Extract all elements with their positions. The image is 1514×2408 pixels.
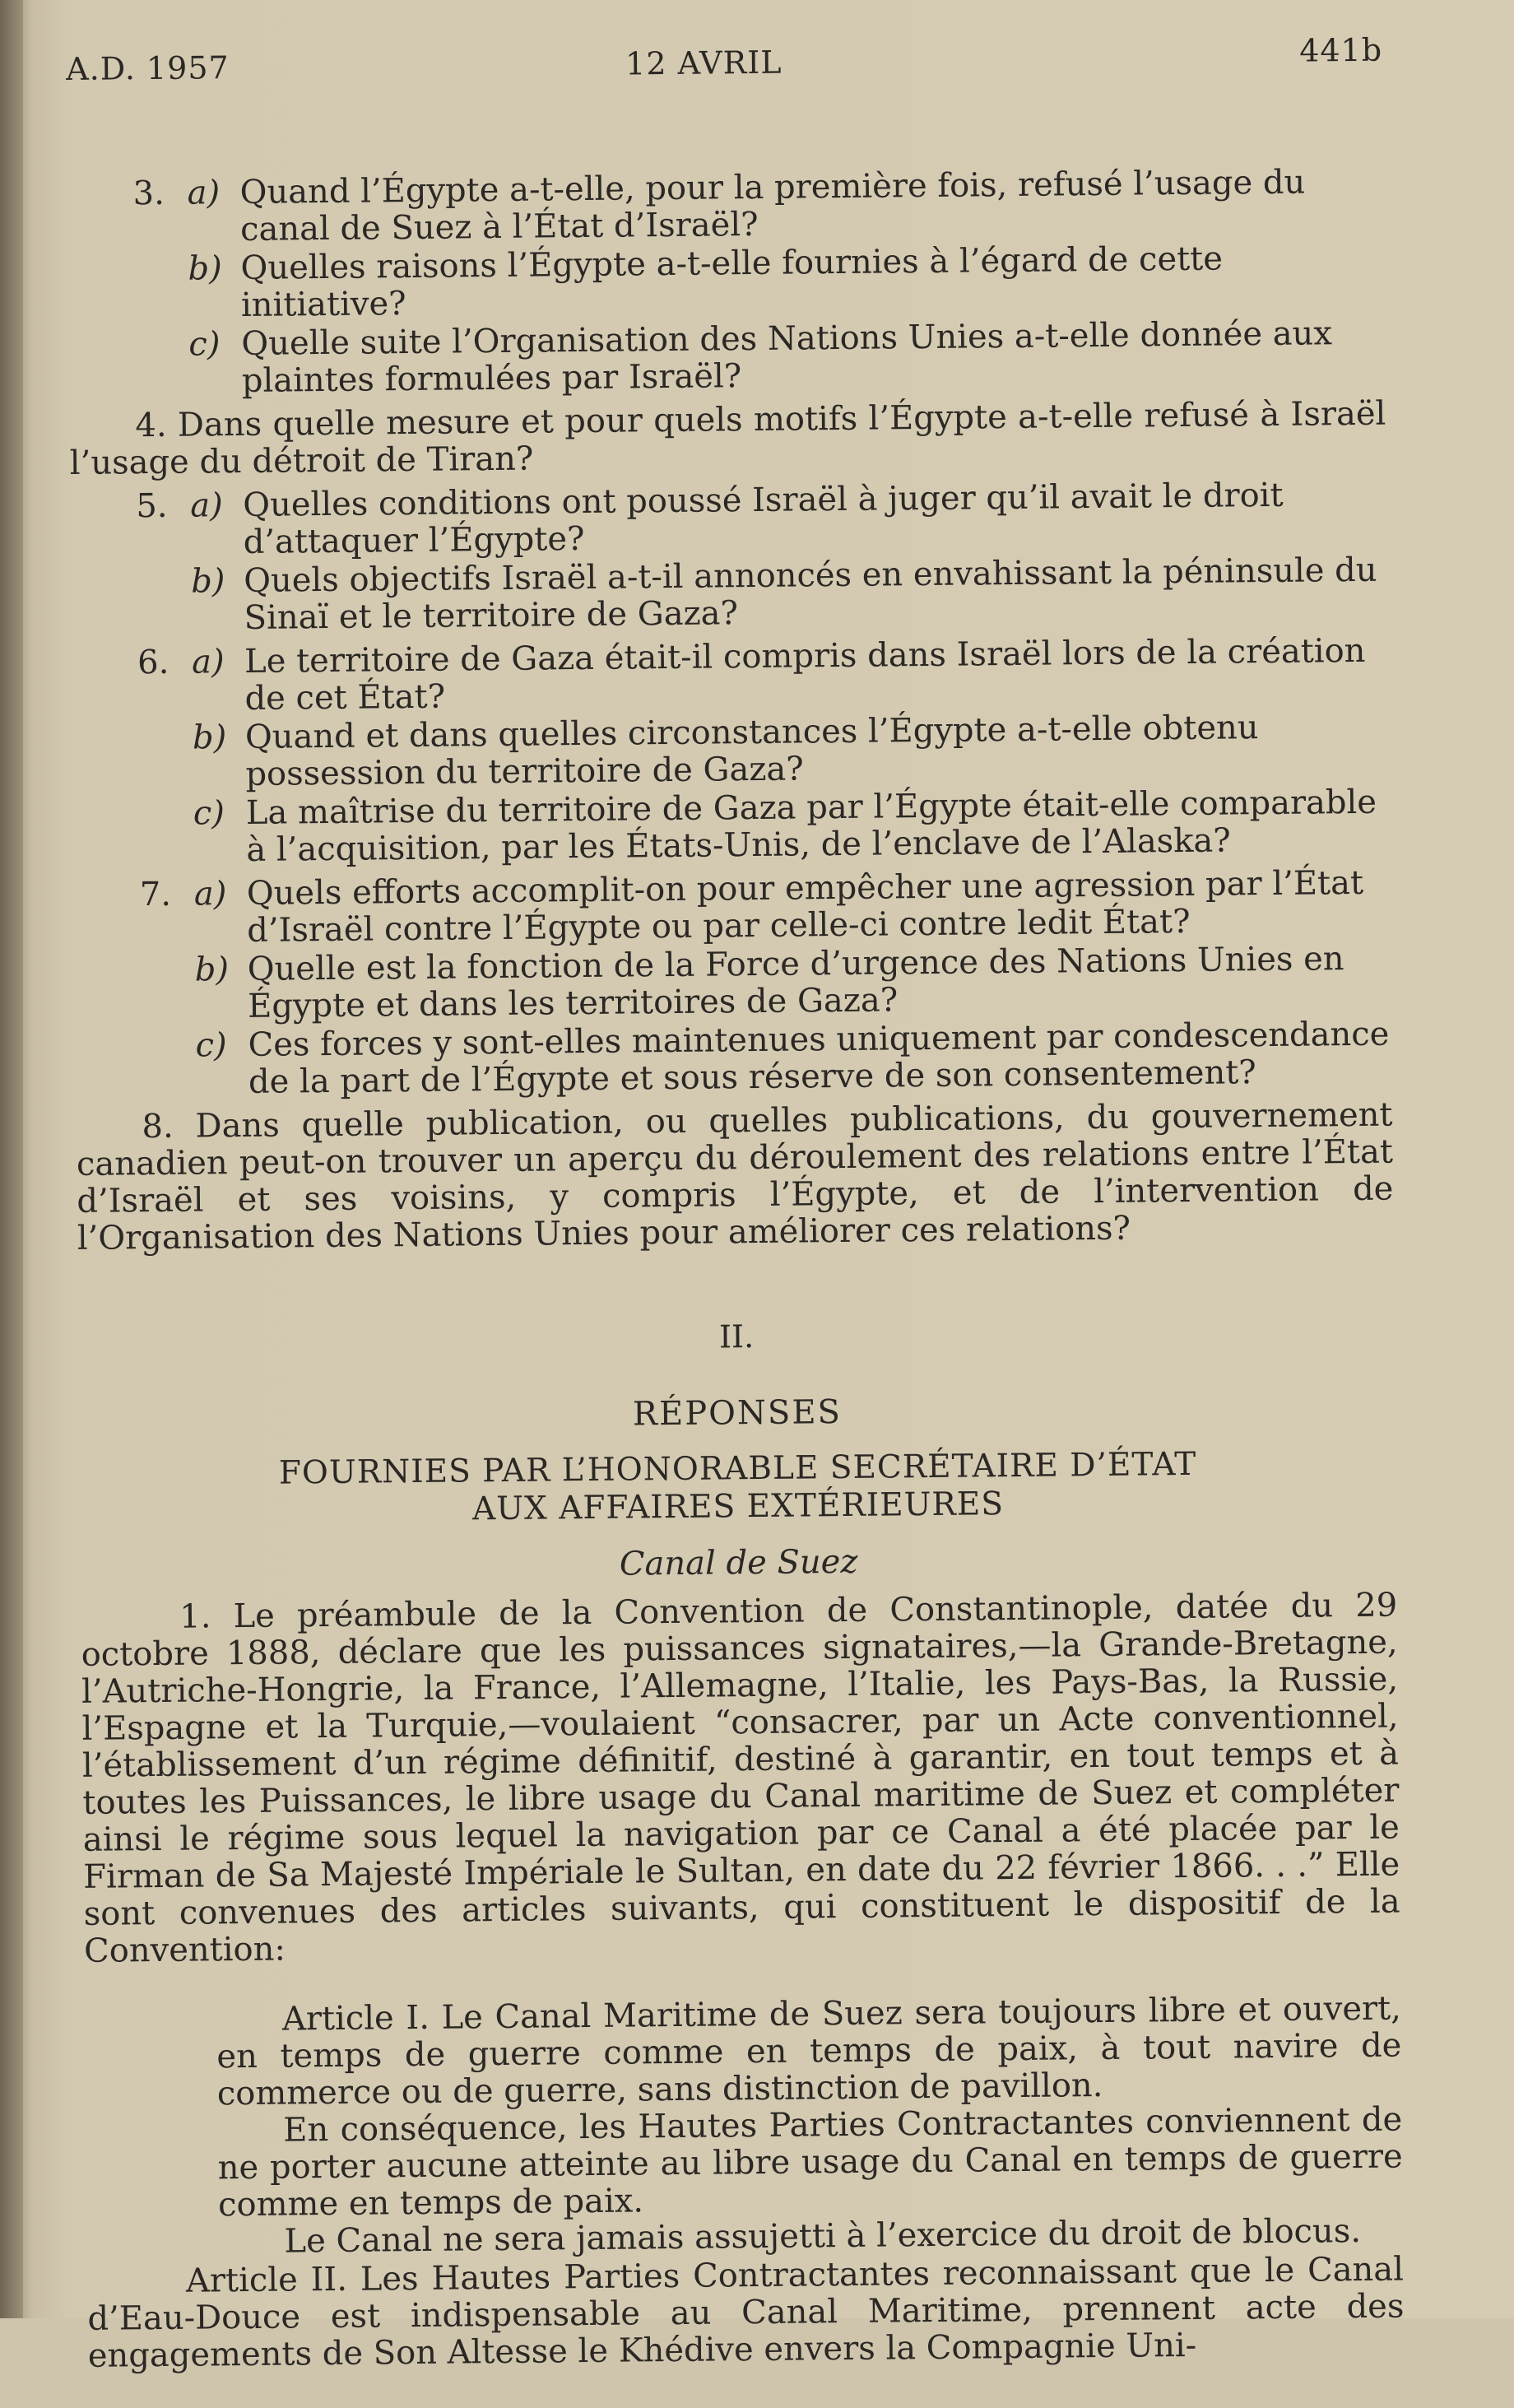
question-8: 8. Dans quelle publication, ou quelles publications, du gouvernement canadien peut-on trouver un aperçu du déroulement des relations entre l’État d’Israël et ses voisins, y compris l’Égypte, et de l’intervention de l’Organisation des Nations Unies pour améliorer ces relations?	[76, 1095, 1394, 1257]
article-1-paragraph-1: Article I. Le Canal Maritime de Suez sera toujours libre et ouvert, en temps de guerre comme en temps de paix, à tout navire de commerce ou de guerre, sans distinction de pavillon.	[216, 1989, 1402, 2113]
question-3b	[67, 239, 1385, 326]
question-text: Quelle est la fonction de la Force d’urgence des Nations Unies en Égypte et dans les territoires de Gaza?	[247, 940, 1344, 1025]
question-text: Quels efforts accomplit-on pour empêcher une agression par l’État d’Israël contre l’Égypte ou par celle-ci contre ledit État?	[246, 863, 1364, 950]
question-5a	[70, 476, 1387, 563]
question-3c	[68, 315, 1386, 402]
section-title: RÉPONSES	[632, 1393, 843, 1434]
article-1-paragraph-2: En conséquence, les Hautes Parties Contractantes conviennent de ne porter aucune atteinte au libre usage du Canal en temps de guerre comme en temps de paix.	[217, 2100, 1403, 2224]
question-letter: a)	[193, 875, 227, 913]
question-letter: a)	[190, 486, 223, 525]
question-letter: b)	[192, 718, 227, 757]
section-subtitle	[79, 1444, 1396, 1532]
article-1-paragraph-3: Le Canal ne sera jamais assujetti à l’exercice du droit de blocus.	[284, 2212, 1362, 2261]
question-text: Quelles conditions ont poussé Israël à juger qu’il avait le droit d’attaquer l’Égypte?	[243, 476, 1284, 561]
question-3a	[67, 164, 1384, 250]
question-7c	[75, 1016, 1392, 1103]
question-number: 3.	[132, 174, 165, 213]
question-text: Quand l’Égypte a-t-elle, pour la première fois, refusé l’usage du canal de Suez à l’État d’Israël?	[239, 163, 1306, 249]
question-6a	[72, 633, 1389, 719]
question-text: La maîtrise du territoire de Gaza par l’Égypte était-elle comparable à l’acquisition, par les États-Unis, de l’enclave de l’Alaska?	[245, 783, 1377, 869]
question-text: Ces forces y sont-elles maintenues uniquement par condescendance de la part de l’Égypte et sous réserve de son consentement?	[248, 1015, 1390, 1101]
answer-paragraph-1: 1. Le préambule de la Convention de Constantinople, datée du 29 octobre 1888, déclare que les puissances signataires,—la Grande-Bretagne, l’Autriche-Hongrie, la France, l’Allemagne, l’Italie, les Pays-Bas, la Russie, l’Espagne et la Turquie,—voulaient “consacrer, par un Acte conventionnel, l’établissement d’un régime définitif, destiné à garantir, en tout temps et à toutes les Puissances, le libre usage du Canal maritime de Suez et compléter ainsi le régime sous lequel la navigation par ce Canal a été placée par le Firman de Sa Majesté Impériale le Sultan, en date du 22 février 1866. . .” Elle sont convenues des articles suivants, qui constituent le dispositif de la Convention:	[81, 1586, 1400, 1970]
question-letter: a)	[187, 174, 221, 212]
question-number: 5.	[136, 486, 168, 526]
question-letter: b)	[194, 951, 230, 989]
question-letter: c)	[193, 794, 225, 833]
section-topic: Canal de Suez	[619, 1542, 858, 1583]
question-text: Quelle suite l’Organisation des Nations Unies a-t-elle donnée aux plaintes formulées par Israël?	[241, 314, 1333, 400]
question-letter: c)	[195, 1026, 227, 1065]
question-4: 4. Dans quelle mesure et pour quels motifs l’Égypte a-t-elle refusé à Israël l’usage du détroit de Tiran?	[69, 394, 1386, 482]
question-7a	[74, 865, 1391, 951]
header-date: 12 AVRIL	[625, 44, 783, 82]
section-number: II.	[718, 1318, 755, 1355]
question-6c	[73, 784, 1391, 871]
question-text: Quelles raisons l’Égypte a-t-elle fournies à l’égard de cette initiative?	[240, 239, 1224, 324]
running-header	[66, 31, 1383, 100]
question-letter: b)	[188, 249, 222, 288]
question-7b	[75, 941, 1392, 1027]
question-text: Quels objectifs Israël a-t-il annoncés en envahissant la péninsule du Sinaï et le territoire de Gaza?	[243, 551, 1377, 637]
page-content	[66, 31, 1405, 2408]
header-year: A.D. 1957	[66, 49, 230, 87]
question-number: 7.	[139, 875, 172, 914]
question-letter: c)	[188, 325, 221, 364]
question-5b	[71, 552, 1388, 639]
header-page-number: 441b	[1298, 31, 1383, 69]
questions-list	[67, 164, 1394, 1257]
question-6b	[72, 709, 1390, 795]
question-text: Quand et dans quelles circonstances l’Égypte a-t-elle obtenu possession du territoire de Gaza?	[244, 709, 1259, 793]
article-2-paragraph: Article II. Les Hautes Parties Contractantes reconnaissant que le Canal d’Eau-Douce est indispensable au Canal Maritime, prennent acte des engagements de Son Altesse le Khédive envers la Compagnie Uni-	[87, 2250, 1405, 2375]
question-letter: a)	[191, 643, 225, 681]
book-spine-shadow	[0, 0, 23, 2318]
question-letter: b)	[190, 562, 225, 601]
question-text: Le territoire de Gaza était-il compris dans Israël lors de la création de cet État?	[244, 631, 1366, 718]
section-subtitle-line-1: FOURNIES PAR L’HONORABLE SECRÉTAIRE D’ÉTAT	[278, 1445, 1197, 1492]
question-number: 6.	[137, 643, 170, 682]
section-subtitle-line-2: AUX AFFAIRES EXTÉRIEURES	[471, 1485, 1005, 1528]
